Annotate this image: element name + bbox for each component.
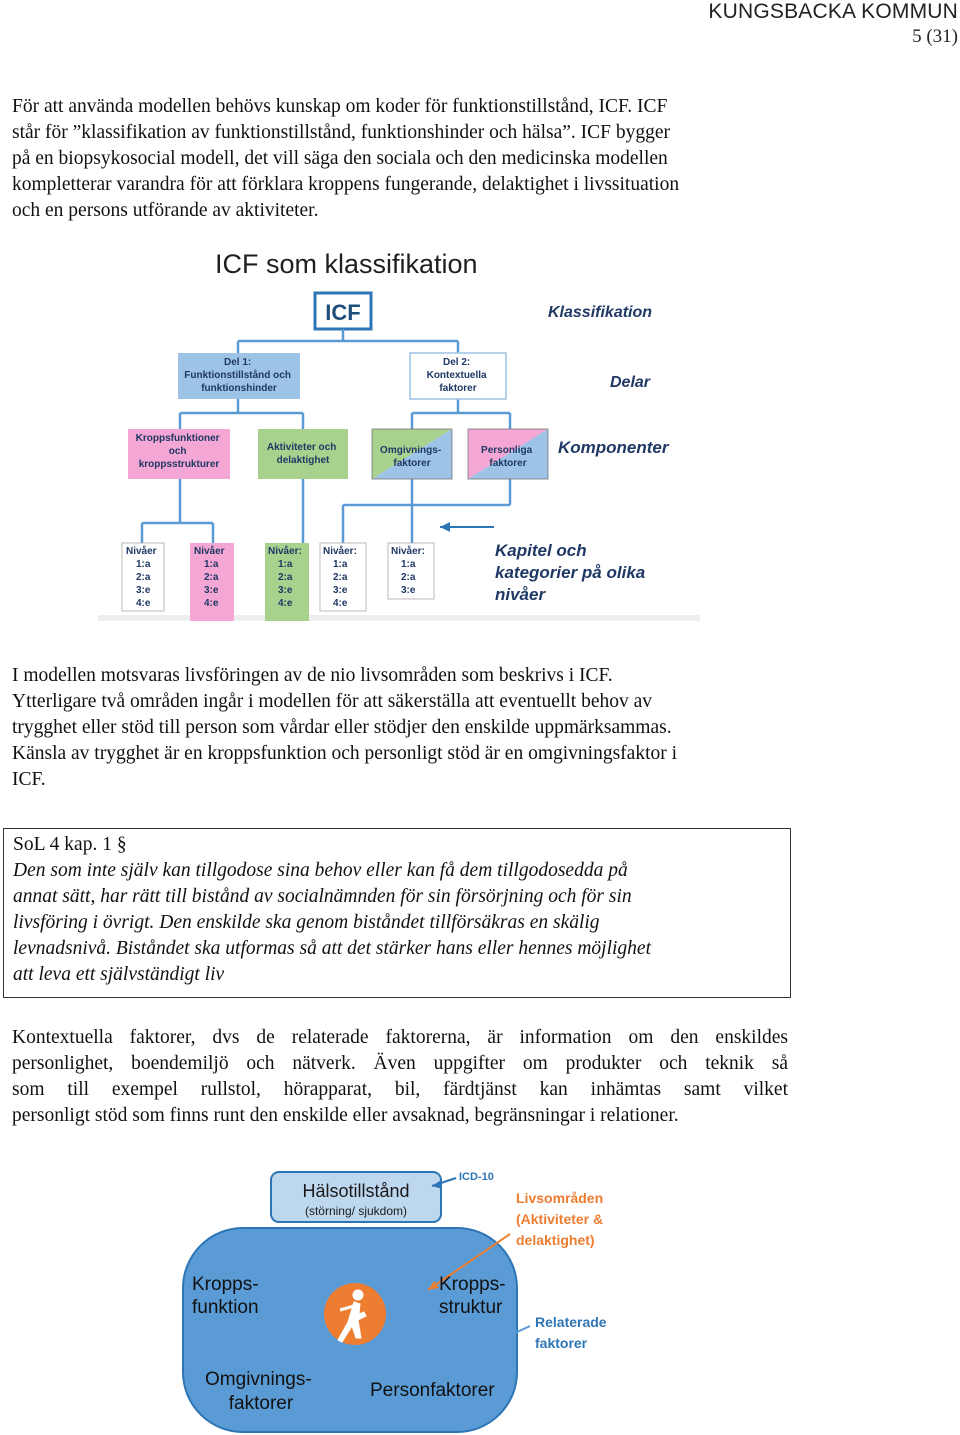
text-line: livsföring i övrigt. Den enskilde ska genom biståndet tillförsäkras en skälig xyxy=(13,912,600,933)
relaterade-label: Relaterade faktorer xyxy=(535,1314,607,1351)
law-reference: SoL 4 kap. 1 § xyxy=(13,834,127,855)
level-heading: Nivåer: xyxy=(268,546,302,557)
diagram-title: ICF som klassifikation xyxy=(215,249,478,279)
text-line: levnadsnivå. Biståndet ska utformas så att det stärker hans eller hennes möjlighet xyxy=(13,938,652,959)
halsotillstand-subtitle: (störning/ sjukdom) xyxy=(304,1204,408,1218)
svg-text:4:e: 4:e xyxy=(136,598,151,609)
icf-classification-diagram xyxy=(98,243,708,625)
text-line: personlighet, boendemiljö och nätverk. Även uppgifter om produkter och teknik så xyxy=(12,1053,788,1074)
text-line: på en biopsykosocial modell, det vill säga den sociala och den medicinska modellen xyxy=(12,148,668,169)
halsotillstand-title: Hälsotillstånd xyxy=(302,1181,410,1201)
kontextuella-paragraph xyxy=(12,1025,788,1129)
kroppsfunktion-label: Kropps- funktion xyxy=(192,1274,259,1318)
text-line: Kontextuella faktorer, dvs de relaterade faktorerna, är information om den enskildes xyxy=(12,1027,788,1048)
svg-text:2:a: 2:a xyxy=(136,572,151,583)
svg-text:1:a: 1:a xyxy=(401,559,416,570)
component-omg-label: Omgivnings- faktorer xyxy=(380,445,442,469)
component-aktiv-box xyxy=(258,429,348,479)
text-line: För att använda modellen behövs kunskap om koder för funktionstillstånd, ICF. ICF xyxy=(12,96,668,117)
del1-label: Del 1: Funktionstillstånd och funktionshinder xyxy=(184,357,291,394)
icd-label: ICD-10 xyxy=(459,1171,494,1183)
svg-text:4:e: 4:e xyxy=(204,598,219,609)
svg-text:4:e: 4:e xyxy=(333,598,348,609)
page-number: 5 (31) xyxy=(912,26,958,47)
text-line: Känsla av trygghet är en kroppsfunktion och personligt stöd är en omgivningsfaktor i xyxy=(12,743,678,764)
svg-text:4:e: 4:e xyxy=(278,598,293,609)
text-line: som till exempel rullstol, hörapparat, bil, färdtjänst kan inhämtas samt vilket xyxy=(12,1079,788,1100)
svg-text:3:e: 3:e xyxy=(204,585,219,596)
component-aktiv-label: Aktiviteter och delaktighet xyxy=(266,442,337,466)
law-quote-text xyxy=(13,858,651,988)
svg-text:1:a: 1:a xyxy=(278,559,293,570)
level-heading: Nivåer xyxy=(126,546,157,557)
del2-label: Del 2: Kontextuella faktorer xyxy=(426,357,487,394)
text-line: ICF. xyxy=(12,769,46,790)
legend-kapitel: Kapitel och kategorier på olika nivåer xyxy=(495,541,646,604)
svg-text:1:a: 1:a xyxy=(333,559,348,570)
component-kropps-label: Kroppsfunktioner och kroppsstrukturer xyxy=(135,433,220,470)
level-heading: Nivåer: xyxy=(323,546,357,557)
svg-text:3:e: 3:e xyxy=(333,585,348,596)
svg-text:3:e: 3:e xyxy=(278,585,293,596)
icf-model-diagram xyxy=(180,1164,640,1435)
text-line: att leva ett självständigt liv xyxy=(13,964,225,985)
text-line: personligt stöd som finns runt den enskilde eller avsaknad, begränsningar i relationer. xyxy=(12,1105,679,1126)
svg-text:3:e: 3:e xyxy=(136,585,151,596)
svg-text:1:a: 1:a xyxy=(136,559,151,570)
text-line: kompletterar varandra för att förklara kroppens fungerande, delaktighet i livssituation xyxy=(12,174,680,195)
omgivningsfaktorer-label: Omgivnings- faktorer xyxy=(205,1369,312,1414)
svg-text:2:a: 2:a xyxy=(278,572,293,583)
component-pers-label: Personliga faktorer xyxy=(481,445,533,469)
livsforing-paragraph xyxy=(12,663,677,793)
livsomraden-label: Livsområden (Aktiviteter & delaktighet) xyxy=(516,1190,604,1248)
text-line: annat sätt, har rätt till bistånd av socialnämnden för sin försörjning och för sin xyxy=(13,886,632,907)
legend-delar: Delar xyxy=(610,374,651,391)
text-line: Den som inte själv kan tillgodose sina behov eller kan få dem tillgodosedda på xyxy=(13,860,628,881)
kroppsstruktur-label: Kropps- struktur xyxy=(439,1274,506,1318)
svg-text:3:e: 3:e xyxy=(401,585,416,596)
svg-text:1:a: 1:a xyxy=(204,559,219,570)
level-heading: Nivåer xyxy=(194,546,225,557)
svg-text:2:a: 2:a xyxy=(204,572,219,583)
level-heading: Nivåer: xyxy=(391,546,425,557)
text-line: trygghet eller stöd till person som vårdar eller stödjer den enskilde uppmärksammas. xyxy=(12,717,672,738)
text-line: Ytterligare två områden ingår i modellen för att säkerställa att eventuellt behov av xyxy=(12,691,653,712)
law-quote-box xyxy=(3,828,791,998)
text-line: I modellen motsvaras livsföringen av de nio livsområden som beskrivs i ICF. xyxy=(12,665,613,686)
icf-root-label: ICF xyxy=(325,300,361,325)
header-organization: KUNGSBACKA KOMMUN xyxy=(708,0,958,23)
legend-komponenter: Komponenter xyxy=(558,438,669,457)
intro-paragraph xyxy=(12,94,679,224)
text-line: står för ”klassifikation av funktionstillstånd, funktionshinder och hälsa”. ICF bygger xyxy=(12,122,671,143)
text-line: och en persons utförande av aktiviteter. xyxy=(12,200,319,221)
legend-klassifikation: Klassifikation xyxy=(548,304,653,321)
svg-text:2:a: 2:a xyxy=(333,572,348,583)
personfaktorer-label: Personfaktorer xyxy=(370,1380,495,1401)
svg-text:2:a: 2:a xyxy=(401,572,416,583)
